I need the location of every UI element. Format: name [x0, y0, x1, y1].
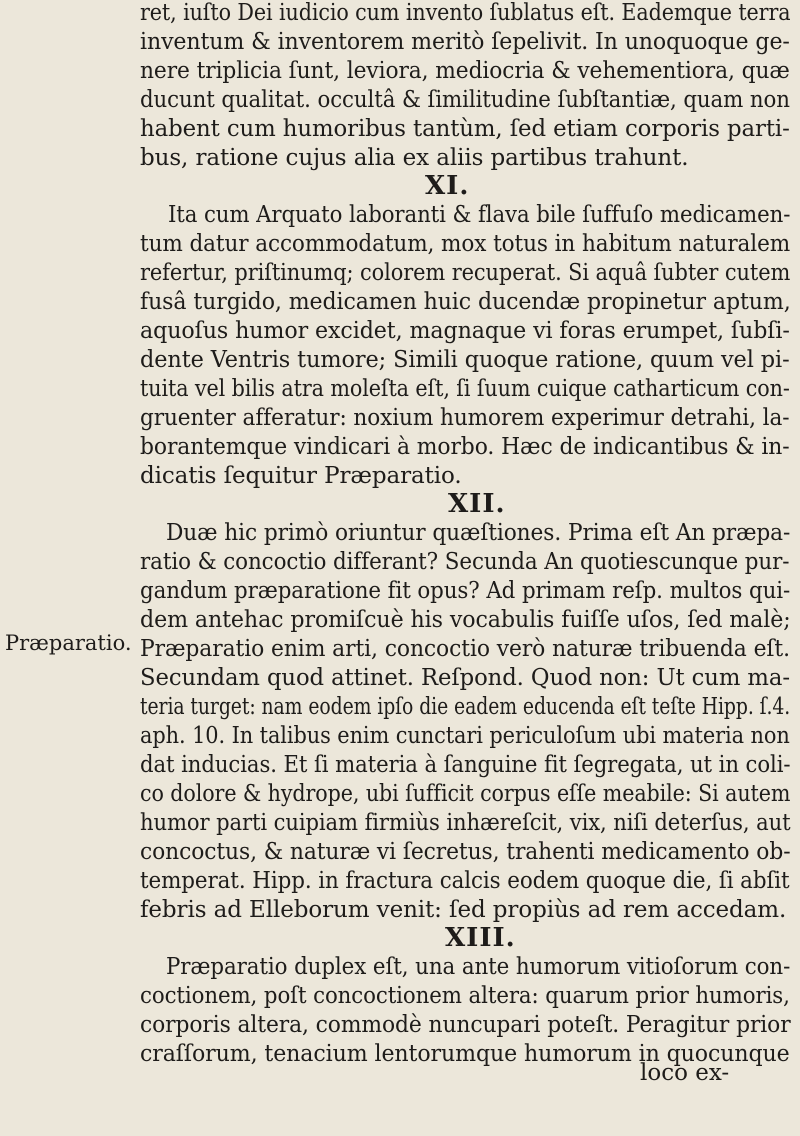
- text-line: humor parti cuipiam firmiùs inhæreſcit, vix, niſi deterſus, aut: [140, 810, 791, 836]
- text-line: dente Ventris tumore; Simili quoque ratione, quum vel pi-: [140, 347, 790, 373]
- text-line: habent cum humoribus tantùm, ſed etiam corporis parti-: [140, 116, 790, 142]
- text-line: coctionem, poſt concoctionem altera: quarum prior humoris,: [140, 983, 790, 1009]
- text-line: borantemque vindicari à morbo. Hæc de indicantibus & in-: [140, 434, 790, 460]
- text-line: teria turget: nam eodem ipſo die eadem educenda eſt teſte Hipp. ſ.4.: [140, 694, 791, 720]
- section-heading-xi: XI.: [425, 171, 470, 201]
- text-line: dicatis ſequitur Præparatio.: [140, 463, 462, 489]
- text-line: gandum præparatione fit opus? Ad primam reſp. multos qui-: [140, 578, 791, 604]
- text-line: dat inducias. Et ſi materia à ſanguine fit ſegregata, ut in coli-: [140, 752, 791, 778]
- text-line: aph. 10. In talibus enim cunctari periculoſum ubi materia non: [140, 723, 790, 749]
- text-line: refertur, priſtinumq; colorem recuperat. Si aquâ ſubter cutem: [140, 260, 791, 286]
- text-line: gruenter afferatur: noxium humorem experimur detrahi, la-: [140, 405, 790, 431]
- text-line: Duæ hic primò oriuntur quæſtiones. Prima eſt An præpa-: [166, 520, 791, 546]
- text-line: craſſorum, tenacium lentorumque humorum in quocunque: [140, 1041, 790, 1067]
- text-line: Secundam quod attinet. Reſpond. Quod non: Ut cum ma-: [140, 665, 790, 691]
- text-line: Præparatio enim arti, concoctio verò naturæ tribuenda eſt.: [140, 636, 790, 662]
- text-line: inventum & inventorem meritò ſepelivit. In unoquoque ge-: [140, 29, 790, 55]
- text-line: Præparatio duplex eſt, una ante humorum vitioſorum con-: [166, 954, 791, 980]
- text-line: dem antehac promiſcuè his vocabulis fuiſſe uſos, ſed malè;: [140, 607, 791, 633]
- text-line: ratio & concoctio differant? Secunda An quotiescunque pur-: [140, 549, 790, 575]
- text-line: febris ad Elleborum venit: ſed propiùs ad rem accedam.: [140, 897, 787, 923]
- section-heading-xii: XII.: [448, 489, 506, 519]
- marginal-note-preparatio: Præparatio.: [5, 631, 132, 655]
- text-line: bus, ratione cujus alia ex aliis partibus trahunt.: [140, 145, 689, 171]
- text-line: tuita vel bilis atra moleſta eſt, ſi ſuum cuique catharticum con-: [140, 376, 790, 402]
- text-line: temperat. Hipp. in fractura calcis eodem quoque die, ſi abſit: [140, 868, 790, 894]
- text-line: fusâ turgido, medicamen huic ducendæ propinetur aptum,: [140, 289, 791, 315]
- section-heading-xiii: XIII.: [445, 923, 516, 953]
- text-line: tum datur accommodatum, mox totus in habitum naturalem: [140, 231, 791, 257]
- text-line: concoctus, & naturæ vi ſecretus, trahenti medicamento ob-: [140, 839, 791, 865]
- text-line: aquoſus humor excidet, magnaque vi foras erumpet, ſubſi-: [140, 318, 790, 344]
- text-line: co dolore & hydrope, ubi ſufficit corpus eſſe meabile: Si autem: [140, 781, 791, 807]
- text-line: Ita cum Arquato laboranti & flava bile ſuffuſo medicamen-: [168, 202, 791, 228]
- text-line: corporis altera, commodè nuncupari poteſt. Peragitur prior: [140, 1012, 791, 1038]
- text-line: ret, iuſto Dei iudicio cum invento ſublatus eſt. Eademque terra: [140, 0, 791, 26]
- text-line: nere triplicia ſunt, leviora, mediocria & vehementiora, quæ: [140, 58, 790, 84]
- text-line: ducunt qualitat. occultâ & ſimilitudine ſubſtantiæ, quam non: [140, 87, 790, 113]
- catchword: loco ex-: [640, 1060, 730, 1086]
